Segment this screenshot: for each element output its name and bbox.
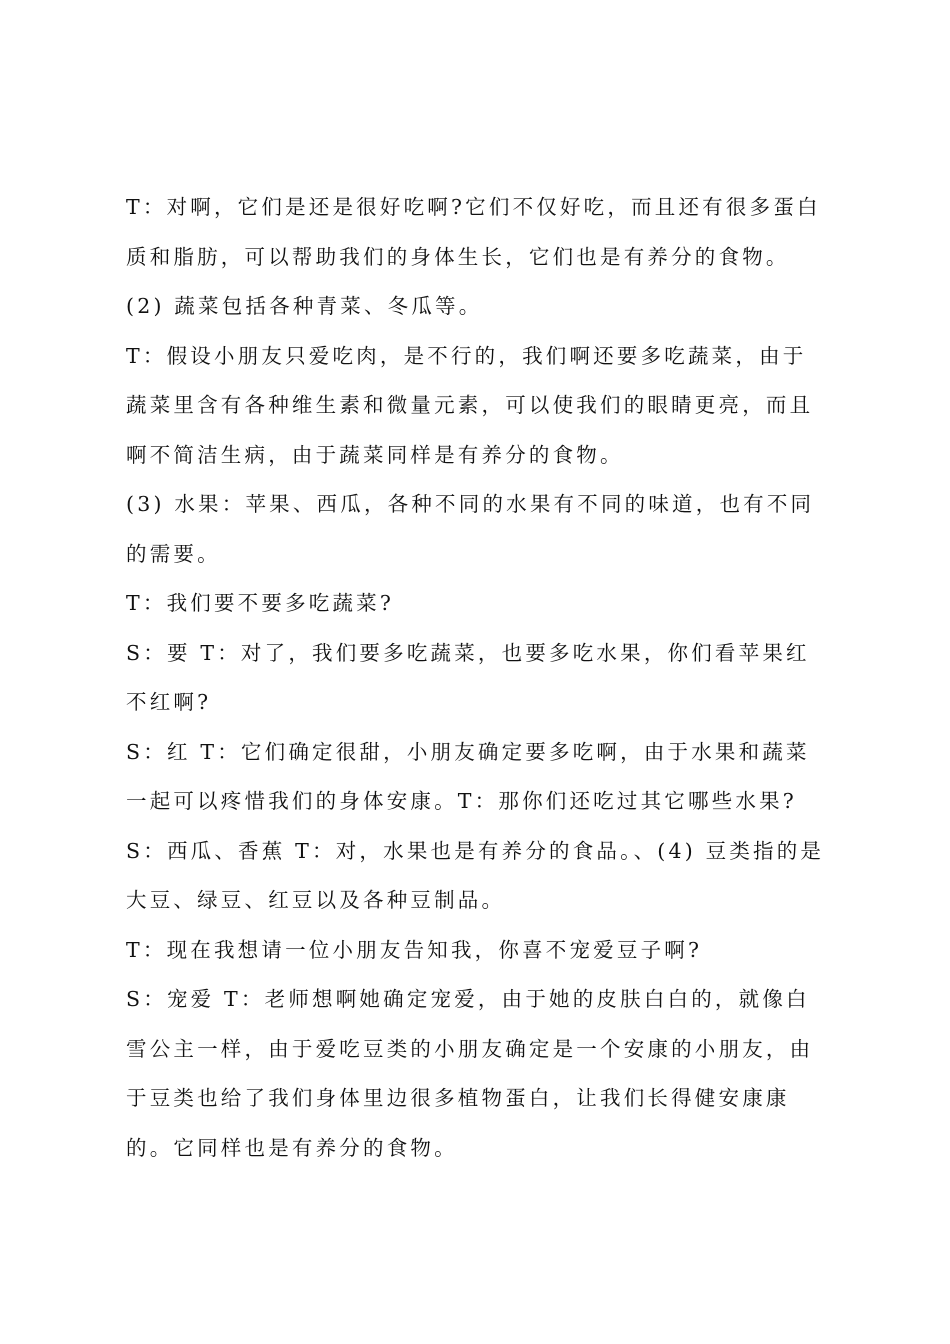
paragraph-teacher-question: T：我们要不要多吃蔬菜? [126,591,395,615]
paragraph-student-answer-red: S：红 T：它们确定很甜，小朋友确定要多吃啊，由于水果和蔬菜一起可以疼惜我们的身体安康。T：那你们还吃过其它哪些水果? [126,739,810,813]
paragraph-beans-heading: S：西瓜、香蕉 T：对，水果也是有养分的食品。、(4) 豆类指的是大豆、绿豆、红豆以及各种豆制品。 [126,838,825,912]
paragraph-nuts-nutrition: T：对啊，它们是还是很好吃啊?它们不仅好吃，而且还有很多蛋白质和脂肪，可以帮助我们的身体生长，它们也是有养分的食物。 [126,195,821,269]
paragraph-vegetables-heading: (2) 蔬菜包括各种青菜、冬瓜等。 [126,294,483,318]
paragraph-student-answer-apples: S：要 T：对了，我们要多吃蔬菜，也要多吃水果，你们看苹果红不红啊? [126,640,810,714]
paragraph-vegetables-teacher: T：假设小朋友只爱吃肉，是不行的，我们啊还要多吃蔬菜，由于蔬菜里含有各种维生素和微量元素，可以使我们的眼睛更亮，而且啊不简洁生病，由于蔬菜同样是有养分的食物。 [126,343,814,467]
paragraph-student-beans-answer: S：宠爱 T：老师想啊她确定宠爱，由于她的皮肤白白的，就像白雪公主一样，由于爱吃豆类的小朋友确定是一个安康的小朋友，由于豆类也给了我们身体里边很多植物蛋白，让我们长得健安康康的。它同样也是有养分的食物。 [126,987,814,1160]
document-body [126,183,830,1173]
paragraph-fruits-heading: (3) 水果：苹果、西瓜，各种不同的水果有不同的味道，也有不同的需要。 [126,492,815,566]
paragraph-teacher-beans-question: T：现在我想请一位小朋友告知我，你喜不宠爱豆子啊? [126,937,703,962]
